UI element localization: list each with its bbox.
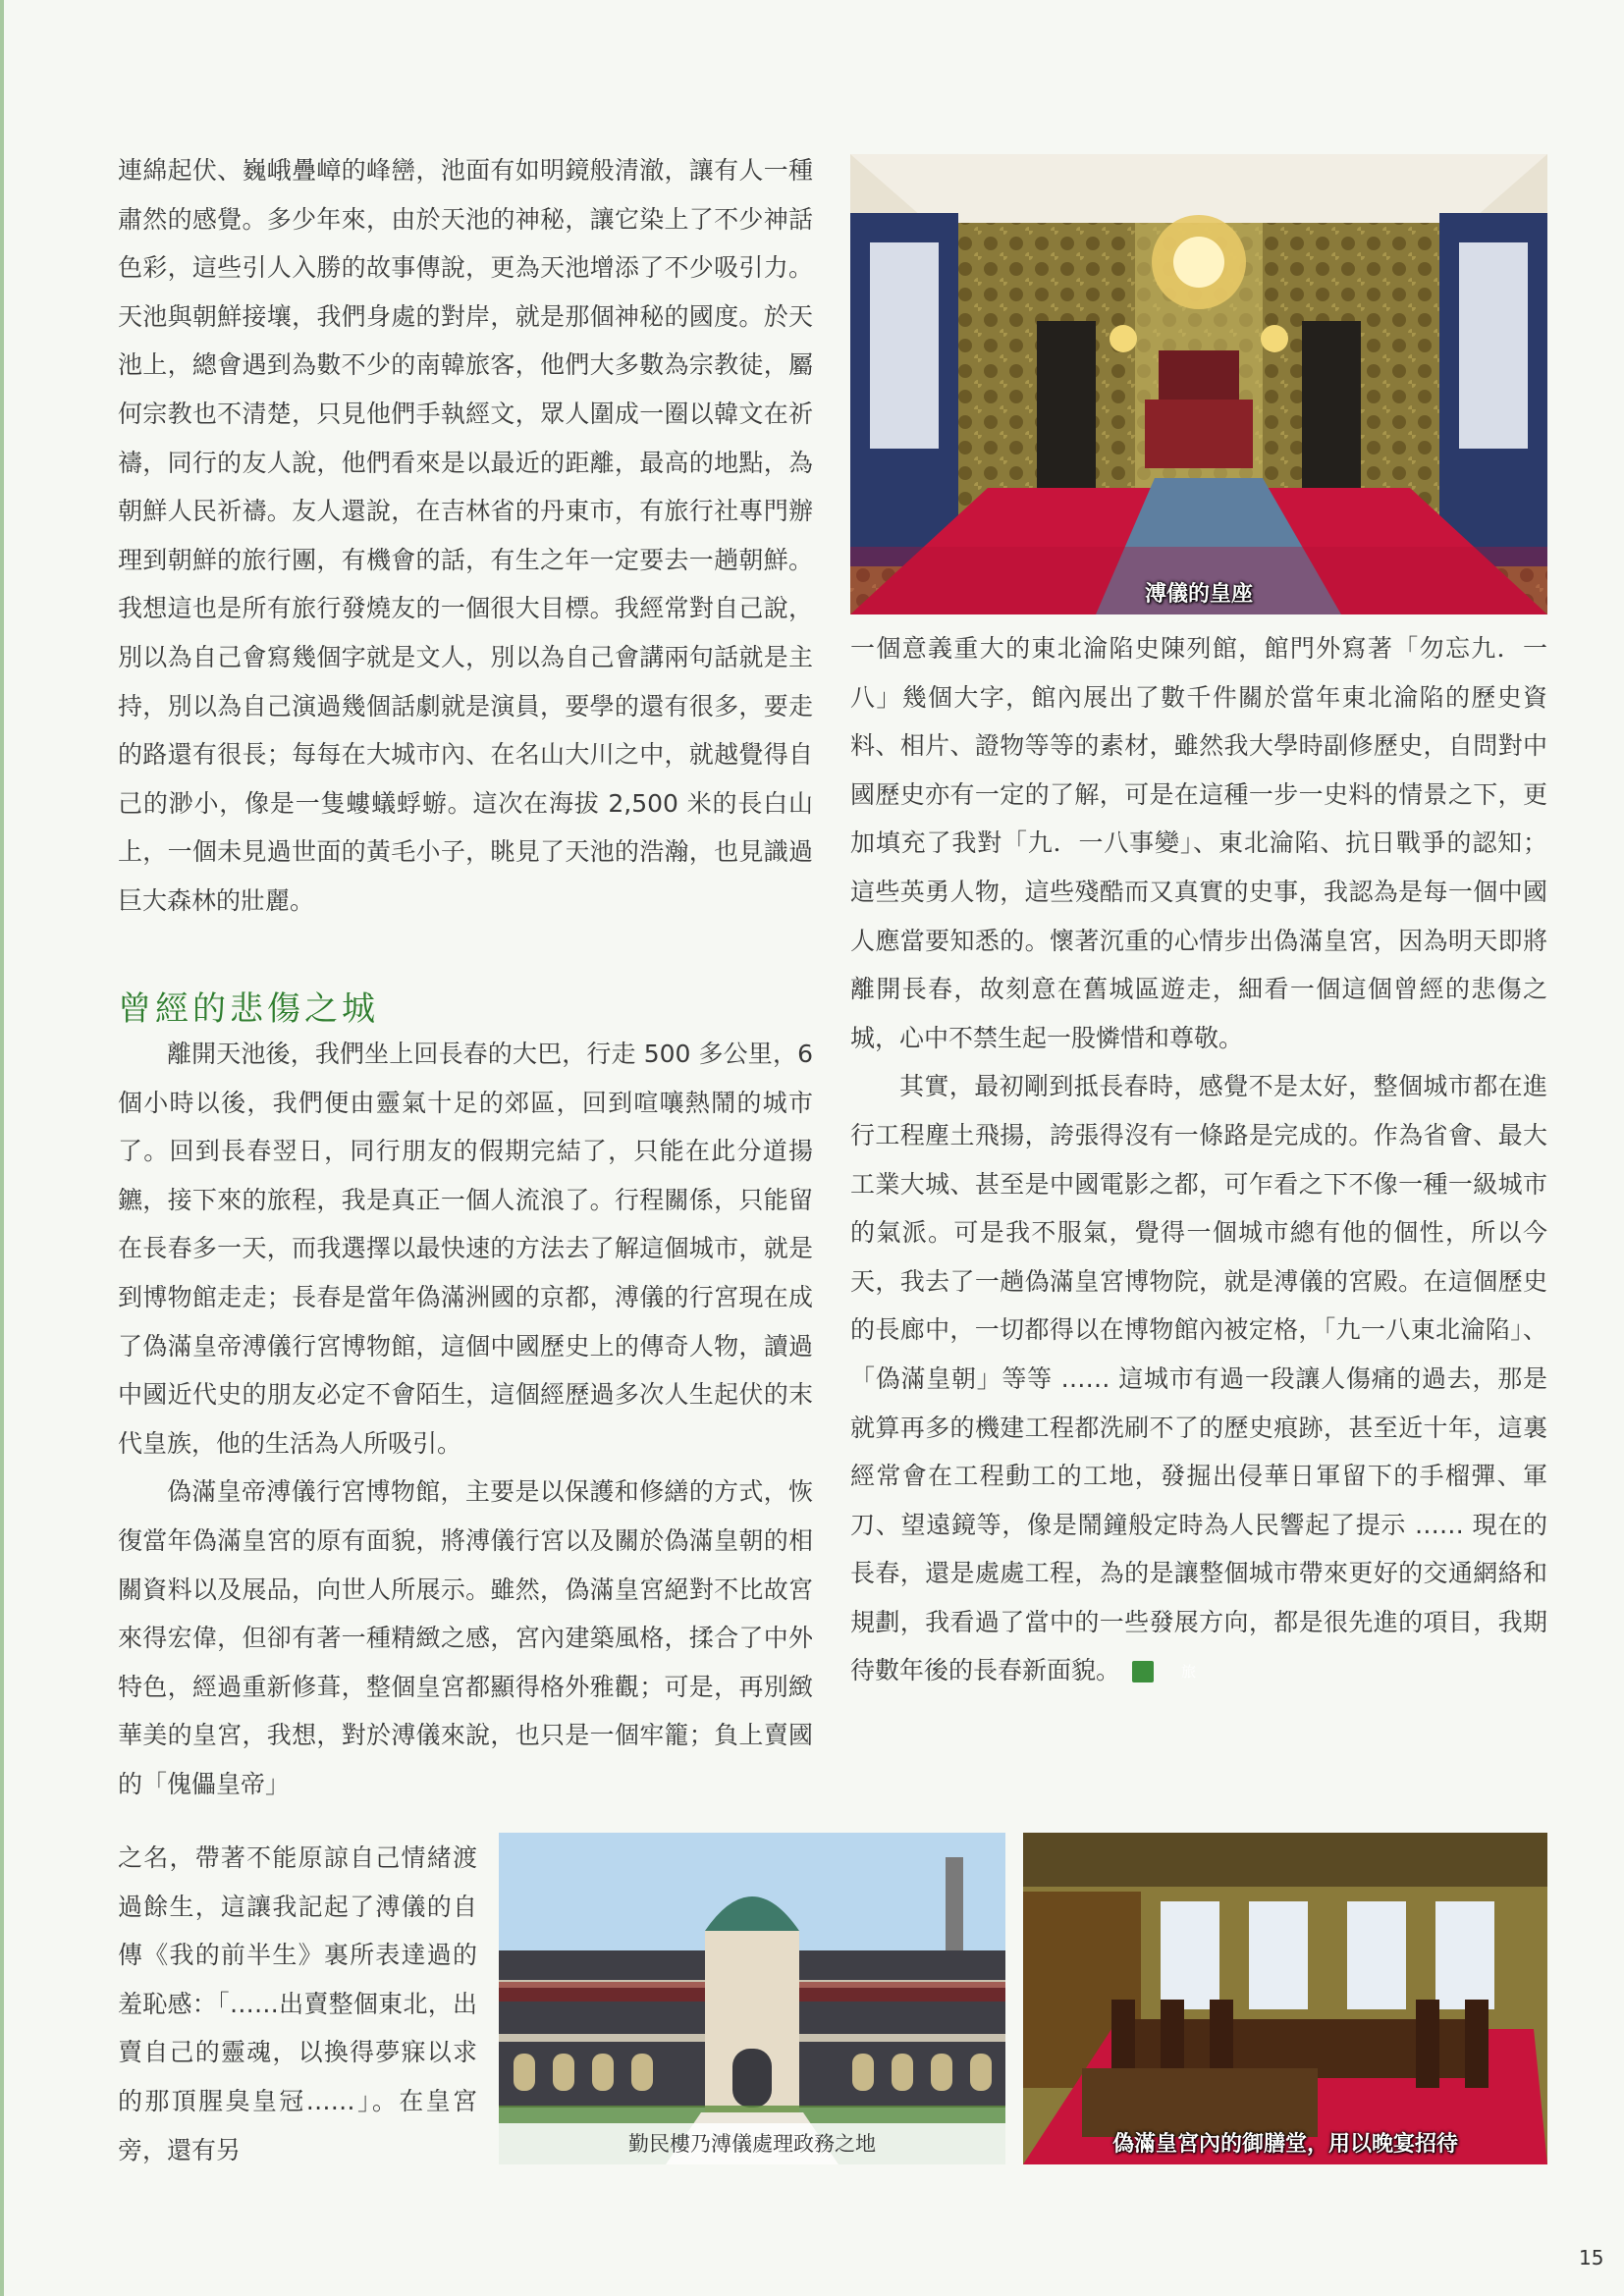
- left-column-body: [118, 1030, 813, 1809]
- qinmin-building-image: [499, 1833, 1005, 2164]
- intro-paragraph: 連綿起伏、巍峨疊嶂的峰巒，池面有如明鏡般清澈，讓有人一種肅然的感覺。多少年來，由於天池的神秘，讓它染上了不少神話色彩，這些引人入勝的故事傳說，更為天池增添了不少吸引力。天池與朝鮮接壤，我們身處的對岸，就是那個神秘的國度。於天池上，總會遇到為數不少的南韓旅客，他們大多數為宗教徒，屬何宗教也不清楚，只見他們手執經文，眾人圍成一圈以韓文在祈禱，同行的友人說，他們看來是以最近的距離，最高的地點，為朝鮮人民祈禱。友人還說，在吉林省的丹東市，有旅行社專門辦理到朝鮮的旅行團，有機會的話，有生之年一定要去一趟朝鮮。我想這也是所有旅行發燒友的一個很大目標。我經常對自己說，別以為自己會寫幾個字就是文人，別以為自己會講兩句話就是主持，別以為自己演過幾個話劇就是演員，要學的還有很多，要走的路還有很長；每每在大城市內、在名山大川之中，就越覺得自己的渺小，像是一隻螻蟻蜉蝣。這次在海拔 2,500 米的長白山上，一個未見過世面的黃毛小子，眺見了天池的浩瀚，也見識過巨大森林的壯麗。: [118, 156, 813, 915]
- throne-room-image: [850, 154, 1547, 614]
- throne-photo: [850, 154, 1547, 614]
- paragraph-changchun-text: 其實，最初剛到抵長春時，感覺不是太好，整個城市都在進行工程塵土飛揚，誇張得沒有一條路是完成的。作為省會、最大工業大城、甚至是中國電影之都，可乍看之下不像一種一級城市的氣派。可是我不服氣，覺得一個城市總有他的個性，所以今天，我去了一趟偽滿皇宮博物院，就是溥儀的宮殿。在這個歷史的長廊中，一切都得以在博物館內被定格，「九一八東北淪陷」、「偽滿皇朝」等等 …… 這城市有過一段讓人傷痛的過去，那是就算再多的機建工程都洗刷不了的歷史痕跡，甚至近十年，這裏經常會在工程動工的工地，發掘出侵華日軍留下的手榴彈、軍刀、望遠鏡等，像是鬧鐘般定時為人民響起了提示 …… 現在的長春，還是處處工程，為的是讓整個城市帶來更好的交通網絡和規劃，我看過了當中的一些發展方向，都是很先進的項目，我期待數年後的長春新面貌。: [850, 1072, 1547, 1685]
- paragraph-museum: 偽滿皇帝溥儀行宮博物館，主要是以保護和修繕的方式，恢復當年偽滿皇宮的原有面貌，將溥儀行宮以及關於偽滿皇朝的相關資料以及展品，向世人所展示。雖然，偽滿皇宮絕對不比故宮來得宏偉，但卻有著一種精緻之感，宮內建築風格，揉合了中外特色，經過重新修葺，整個皇宮都顯得格外雅觀；可是，再別緻華美的皇宮，我想，對於溥儀來說，也只是一個牢籠；負上賣國的「傀儡皇帝」: [118, 1477, 813, 1798]
- section-heading: 曾經的悲傷之城: [118, 989, 379, 1029]
- building-photo: [499, 1833, 1005, 2164]
- paragraph-memorial-hall: 一個意義重大的東北淪陷史陳列館，館門外寫著「勿忘九．一八」幾個大字，館內展出了數千件關於當年東北淪陷的歷史資料、相片、證物等等的素材，雖然我大學時副修歷史，自問對中國歷史亦有一定的了解，可是在這種一步一史料的情景之下，更加填充了我對「九．一八事變」、東北淪陷、抗日戰爭的認知；這些英勇人物，這些殘酷而又真實的史事，我認為是每一個中國人應當要知悉的。懷著沉重的心情步出偽滿皇宮，因為明天即將離開長春，故刻意在舊城區遊走，細看一個這個曾經的悲傷之城，心中不禁生起一股憐惜和尊敬。: [850, 634, 1547, 1052]
- dining-caption: 偽滿皇宮內的御膳堂，用以晚宴招待: [1111, 2131, 1458, 2157]
- left-column-intro: [118, 146, 813, 926]
- page-edge-bar: [0, 0, 4, 2296]
- paragraph-leaving-tianchi: 離開天池後，我們坐上回長春的大巴，行走 500 多公里，6 個小時以後，我們便由靈氣十足的郊區，回到喧嚷熱鬧的城市了。回到長春翌日，同行朋友的假期完結了，只能在此分道揚鑣，接下來的旅程，我是真正一個人流浪了。行程關係，只能留在長春多一天，而我選擇以最快速的方法去了解這個城市，就是到博物館走走；長春是當年偽滿洲國的京都，溥儀的行宮現在成了偽滿皇帝溥儀行宮博物館，這個中國歷史上的傳奇人物，讀過中國近代史的朋友必定不會陌生，這個經歷過多次人生起伏的末代皇族，他的生活為人所吸引。: [118, 1040, 813, 1458]
- imperial-dining-hall-image: [1023, 1833, 1547, 2164]
- end-mark-icon: 旅: [1132, 1661, 1154, 1682]
- dining-photo: [1023, 1833, 1547, 2164]
- paragraph-autobiography: 之名，帶著不能原諒自己情緒渡過餘生，這讓我記起了溥儀的自傳《我的前半生》裏所表達過的羞恥感：「……出賣整個東北，出賣自己的靈魂，以換得夢寐以求的那頂腥臭皇冠……」。在皇宮旁，還有另: [118, 1843, 477, 2164]
- right-column-text: [850, 624, 1547, 1695]
- building-caption: 勤民樓乃溥儀處理政務之地: [499, 2123, 1005, 2164]
- paragraph-changchun-today: [850, 1062, 1547, 1695]
- left-column-narrow: [118, 1834, 477, 2174]
- throne-caption: 溥儀的皇座: [1144, 581, 1253, 607]
- page-number: 15: [1579, 2246, 1604, 2269]
